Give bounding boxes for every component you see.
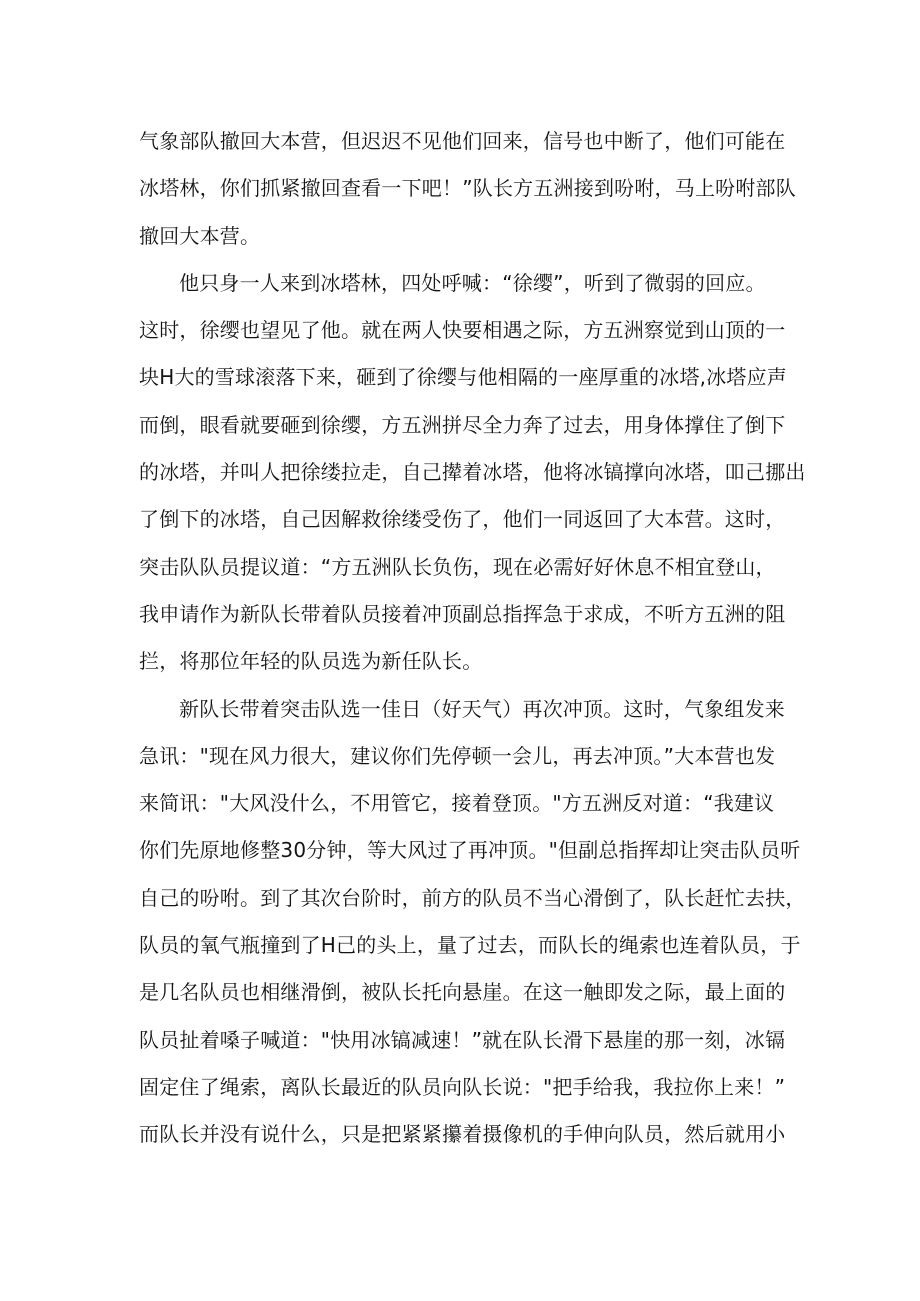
text-line: 自己的吩咐。到了其次台阶时，前方的队员不当心滑倒了，队长赶忙去扶，: [139, 885, 806, 910]
document-body: [139, 118, 806, 1159]
text-line: 我申请作为新队长带着队员接着冲顶副总指挥急于求成，不听方五洲的阻: [139, 601, 786, 626]
text-line: 队员的氧气瓶撞到了H己的头上，量了过去，而队长的绳索也连着队员，于: [139, 933, 801, 958]
text-line: 了倒下的冰塔，自己因解救徐缕受伤了，他们一同返回了大本营。这时，: [139, 507, 786, 532]
text-line: 块H大的雪球滚落下来，砸到了徐缨与他相隔的一座厚重的冰塔,冰塔应声: [139, 365, 787, 390]
text-line: 是几名队员也相继滑倒，被队长托向悬崖。在这一触即发之际，最上面的: [139, 980, 786, 1005]
paragraph-first-line: 新队长带着突击队选一佳日（好天气）再次冲顶。这时，气象组发来: [179, 696, 785, 721]
text-line: 突击队队员提议道：“方五洲队长负伤，现在必需好好休息不相宜登山，: [139, 554, 776, 579]
text-line: 拦，将那位年轻的队员选为新任队长。: [139, 649, 483, 674]
text-line: 冰塔林，你们抓紧撤回查看一下吧！”队长方五洲接到吩咐，马上吩咐部队: [139, 176, 796, 201]
text-line: 气象部队撤回大本营，但迟迟不见他们回来，信号也中断了，他们可能在: [139, 129, 786, 153]
text-line: 的冰塔，并叫人把徐缕拉走，自己撵着冰塔，他将冰镐撑向冰塔，吅己挪出: [139, 460, 806, 485]
text-line: 固定住了绳索，离队长最近的队员向队长说："把手给我，我拉你上来！”: [139, 1074, 786, 1099]
text-line: 队员扯着嗓子喊道："快用冰镐减速！”就在队长滑下悬崖的那一刻，冰镉: [139, 1027, 786, 1052]
paragraph-first-line: 他只身一人来到冰塔林，四处呼喊：“徐缨”，听到了微弱的回应。: [179, 270, 766, 295]
text-line: 这时，徐缨也望见了他。就在两人快要相遇之际，方五洲察觉到山顶的一: [139, 318, 786, 343]
text-line: 而倒，眼看就要砸到徐缨，方五洲拼尽全力奔了过去，用身体撑住了倒下: [139, 412, 786, 437]
text-line: 撤回大本营。: [139, 223, 261, 248]
text-line: 来简讯："大风没什么，不用管它，接着登顶。"方五洲反对道：“我建议: [139, 791, 775, 816]
text-line: 你们先原地修整30分钟，等大风过了再冲顶。"但副总指挥却让突击队员听: [139, 838, 801, 863]
text-line: 而队长并没有说什么，只是把紧紧攥着摄像机的手伸向队员，然后就用小: [139, 1122, 786, 1147]
text-line: 急讯："现在风力很大，建议你们先停顿一会儿，再去冲顶。”大本营也发: [139, 743, 776, 768]
